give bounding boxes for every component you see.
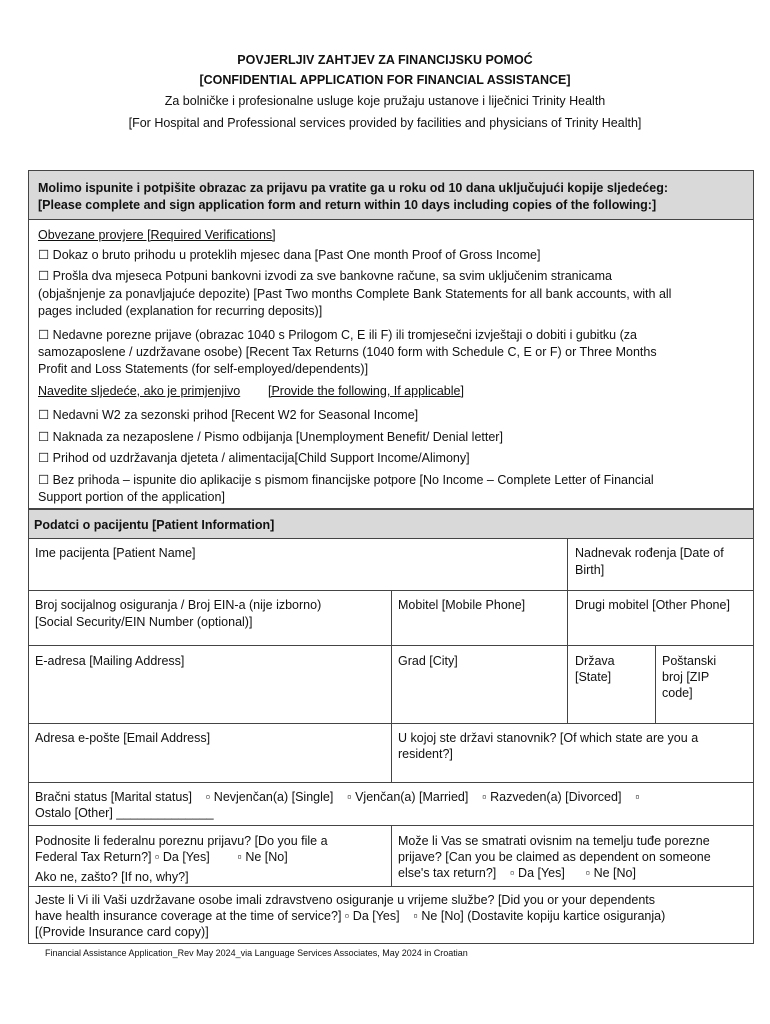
insurance-card-note: [(Provide Insurance card copy)] — [35, 925, 209, 939]
other-phone-field[interactable]: Drugi mobitel [Other Phone] — [575, 598, 730, 612]
footer-note: Financial Assistance Application_Rev May 2024_via Language Services Associates, May 2024 in Croatian — [45, 948, 468, 958]
required-item-bank-2: (objašnjenje za ponavljajuće depozite) [Past Two months Complete Bank Statements for all bank accounts, with all — [38, 287, 672, 301]
ssn-field[interactable]: Broj socijalnog osiguranja / Broj EIN-a (nije izborno) — [35, 598, 322, 612]
subtitle-croatian: Za bolničke i profesionalne usluge koje pružaju ustanove i liječnici Trinity Health — [164, 94, 606, 108]
date-of-birth-field[interactable]: Nadnevak rođenja [Date of — [575, 546, 724, 560]
required-item-tax-1[interactable]: ☐ Nedavne porezne prijave (obrazac 1040 s Prilogom C, E ili F) ili tromjesečni izvještaji o dobiti i gubitku (za — [38, 328, 637, 342]
subtitle-english: [For Hospital and Professional services provided by facilities and physicians of Trinity Health] — [128, 116, 642, 130]
mailing-address-field[interactable]: E-adresa [Mailing Address] — [35, 654, 185, 668]
applicable-heading-hr: Navedite sljedeće, ako je primjenjivo — [38, 384, 241, 398]
applicable-item-no-income-2: Support portion of the application] — [38, 490, 225, 504]
date-of-birth-label-2: Birth] — [575, 563, 605, 577]
marital-status-other[interactable]: Ostalo [Other] ______________ — [35, 806, 214, 820]
state-resident-field[interactable]: U kojoj ste državi stanovnik? [Of which state are you a — [398, 731, 699, 745]
federal-tax-options[interactable]: Federal Tax Return?] ▫ Da [Yes] ▫ Ne [No] — [35, 850, 288, 864]
applicable-item-no-income-1[interactable]: ☐ Bez prihoda – ispunite dio aplikacije s pismom financijske potpore [No Income – Complete Letter of Financial — [38, 473, 654, 487]
dependent-question-2: prijave? [Can you be claimed as dependent on someone — [398, 850, 711, 864]
ssn-label-2: [Social Security/EIN Number (optional)] — [35, 615, 253, 629]
required-item-income[interactable]: ☐ Dokaz o bruto prihodu u proteklih mjesec dana [Past One month Proof of Gross Income] — [38, 248, 541, 262]
city-field[interactable]: Grad [City] — [398, 654, 458, 668]
zip-label-2: broj [ZIP — [662, 670, 710, 684]
applicable-heading-en: [Provide the following, If applicable] — [268, 384, 464, 398]
required-item-bank-1[interactable]: ☐ Prošla dva mjeseca Potpuni bankovni izvodi za sve bankovne račune, sa svim uključenim stranicama — [38, 269, 612, 283]
dependent-options[interactable]: else's tax return?] ▫ Da [Yes] ▫ Ne [No] — [398, 866, 636, 880]
required-item-bank-3: pages included (explanation for recurring deposits)] — [38, 304, 323, 318]
applicable-item-w2[interactable]: ☐ Nedavni W2 za sezonski prihod [Recent W2 for Seasonal Income] — [38, 408, 419, 422]
required-item-tax-2: samozaposlene / uzdržavane osobe) [Recent Tax Returns (1040 form with Schedule C, E or F) or Three Months — [38, 345, 657, 359]
zip-field[interactable]: Poštanski — [662, 654, 717, 668]
insurance-options[interactable]: have health insurance coverage at the time of service?] ▫ Da [Yes] ▫ Ne [No] (Dostavite kopiju kartice osiguranja) — [35, 909, 666, 923]
applicable-item-child-support[interactable]: ☐ Prihod od uzdržavanja djeteta / alimentacija[Child Support Income/Alimony] — [38, 451, 470, 465]
state-resident-label-2: resident?] — [398, 747, 453, 761]
patient-info-heading: Podatci o pacijentu [Patient Information] — [34, 518, 275, 532]
insurance-question: Jeste li Vi ili Vaši uzdržavane osobe imali zdravstveno osiguranje u vrijeme službe? [Did you or your dependents — [35, 893, 656, 907]
mobile-phone-field[interactable]: Mobitel [Mobile Phone] — [398, 598, 526, 612]
title-croatian: POVJERLJIV ZAHTJEV ZA FINANCIJSKU POMOĆ — [237, 53, 533, 67]
federal-tax-why-field[interactable]: Ako ne, zašto? [If no, why?] — [35, 870, 189, 884]
instructions-line-en: [Please complete and sign application form and return within 10 days including copies of the following:] — [38, 198, 657, 212]
dependent-question: Može li Vas se smatrati ovisnim na temelju tuđe porezne — [398, 834, 710, 848]
applicable-item-unemployment[interactable]: ☐ Naknada za nezaposlene / Pismo odbijanja [Unemployment Benefit/ Denial letter] — [38, 430, 503, 444]
zip-label-3: code] — [662, 686, 693, 700]
federal-tax-question: Podnosite li federalnu poreznu prijavu? [Do you file a — [35, 834, 328, 848]
required-heading: Obvezane provjere [Required Verifications] — [38, 228, 276, 242]
marital-status-options[interactable]: Bračni status [Marital status] ▫ Nevjenčan(a) [Single] ▫ Vjenčan(a) [Married] ▫ Razveden(a) [Divorced] ▫ — [35, 790, 640, 804]
state-field[interactable]: Država — [575, 654, 615, 668]
instructions-line-hr: Molimo ispunite i potpišite obrazac za prijavu pa vratite ga u roku od 10 dana uključujući kopije sljedećeg: — [38, 181, 668, 195]
state-label-2: [State] — [575, 670, 612, 684]
patient-name-field[interactable]: Ime pacijenta [Patient Name] — [35, 546, 196, 560]
email-address-field[interactable]: Adresa e-pošte [Email Address] — [35, 731, 211, 745]
required-item-tax-3: Profit and Loss Statements (for self-employed/dependents)] — [38, 362, 369, 376]
title-english: [CONFIDENTIAL APPLICATION FOR FINANCIAL ASSISTANCE] — [199, 73, 571, 87]
